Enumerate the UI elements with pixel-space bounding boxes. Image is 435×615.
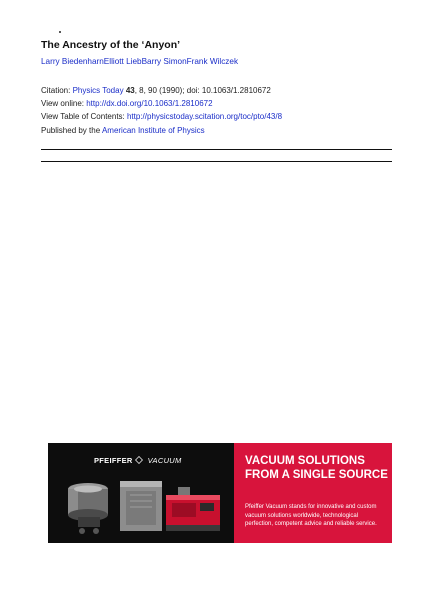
ad-brand-logo xyxy=(94,456,182,465)
divider-bottom xyxy=(41,161,392,162)
ad-body-text: Pfeiffer Vacuum stands for innovative and custom vacuum solutions worldwide, technological perfection, competent advice and reliable service. xyxy=(245,504,377,528)
citation-line xyxy=(41,86,271,95)
published-label: Published by the xyxy=(41,126,102,135)
dot-mark xyxy=(59,31,61,33)
view-toc-line xyxy=(41,112,282,121)
view-online-label: View online: xyxy=(41,99,87,108)
ad-headline-line1: VACUUM SOLUTIONS xyxy=(245,455,365,467)
journal-link[interactable]: Physics Today xyxy=(72,86,124,95)
authors-link[interactable]: Larry BiedenharnElliott LiebBarry SimonFrank Wilczek xyxy=(41,57,239,66)
brand-name-first: PFEIFFER xyxy=(94,456,133,465)
vacuum-pumps-image xyxy=(60,473,230,539)
citation-label: Citation: xyxy=(41,86,73,95)
toc-link[interactable]: http://physicstoday.scitation.org/toc/pto/43/8 xyxy=(126,112,283,121)
brand-name-second: VACUUM xyxy=(147,456,182,465)
ad-headline xyxy=(245,454,388,482)
view-toc-label: View Table of Contents: xyxy=(41,112,127,121)
divider-top xyxy=(41,149,392,150)
advertisement-banner[interactable] xyxy=(48,443,392,543)
doi-link[interactable]: http://dx.doi.org/10.1063/1.2810672 xyxy=(86,99,213,108)
brand-mark-icon xyxy=(135,456,143,464)
citation-details: , 8, 90 (1990); doi: 10.1063/1.2810672 xyxy=(134,86,271,95)
ad-headline-line2: FROM A SINGLE SOURCE xyxy=(245,469,388,481)
volume-number: 43 xyxy=(125,86,135,95)
view-online-line xyxy=(41,99,213,108)
publisher-link[interactable]: American Institute of Physics xyxy=(101,126,205,135)
article-title: The Ancestry of the ‘Anyon’ xyxy=(41,39,181,51)
ad-product-panel xyxy=(48,443,234,543)
published-line xyxy=(41,126,205,135)
